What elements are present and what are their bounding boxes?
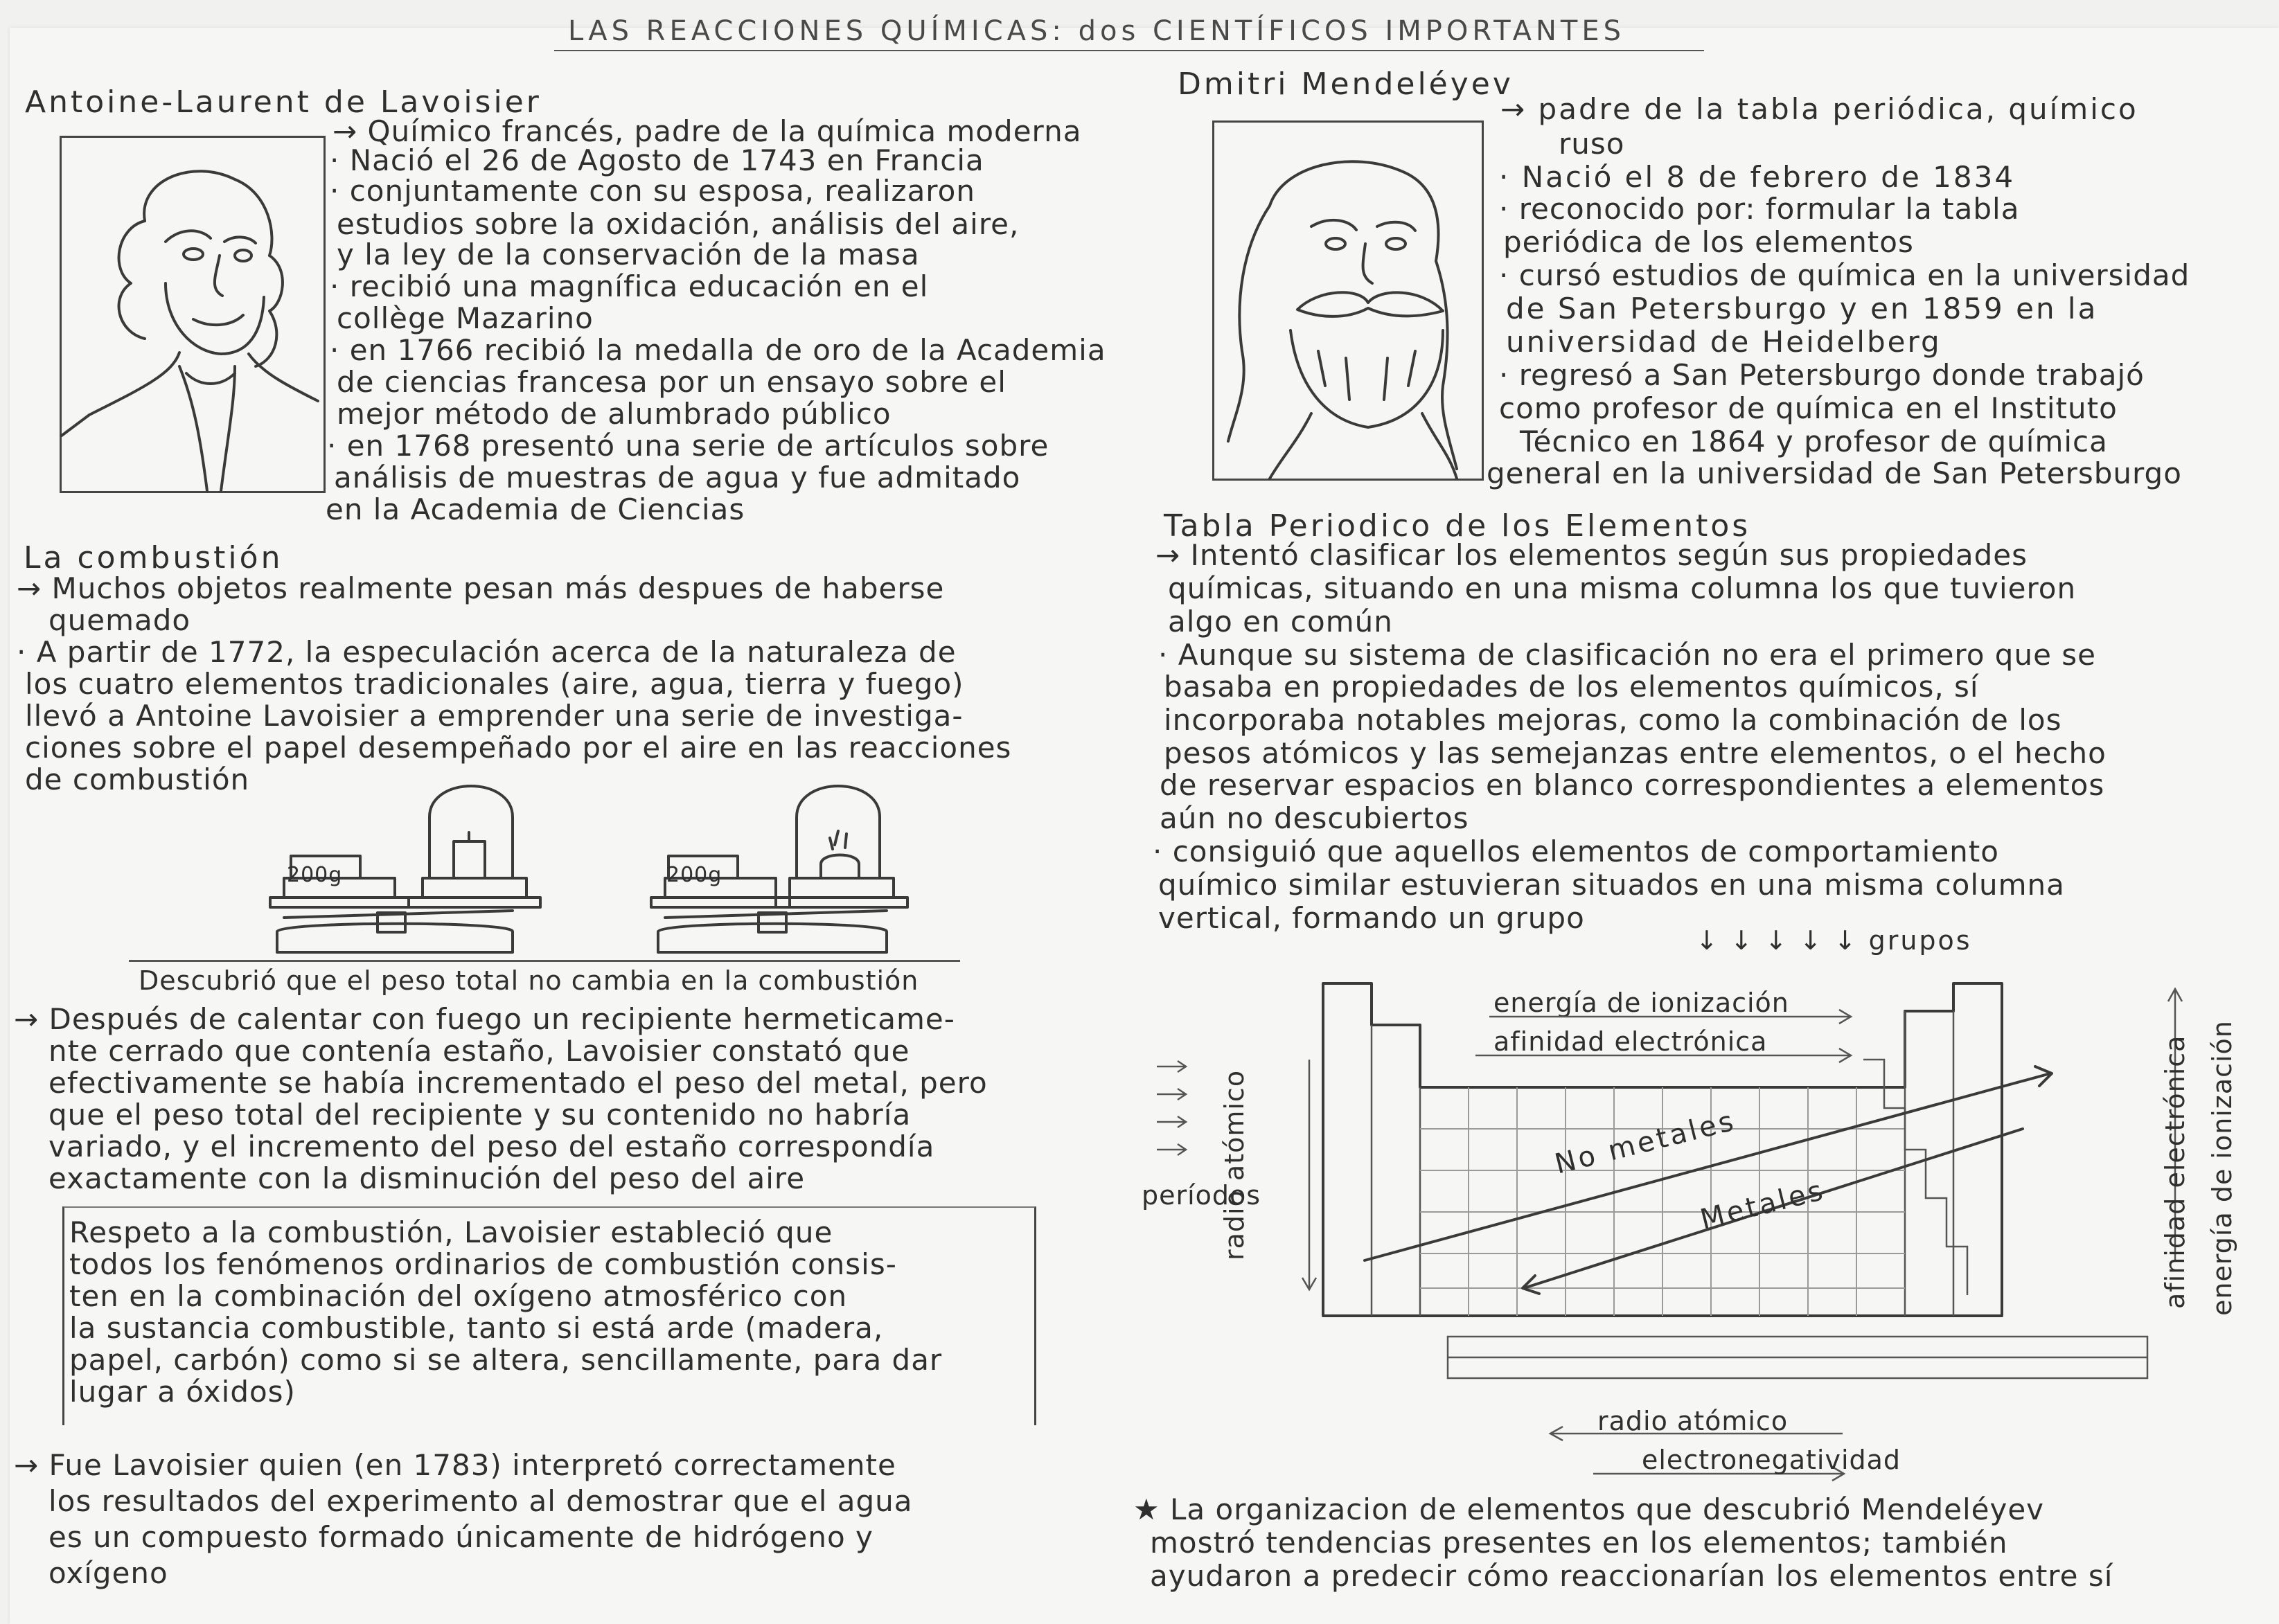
tabla-line-5: incorporaba notables mejoras, como la combinación de los [1164, 703, 2062, 737]
conclusion-line-0: ★ La organizacion de elementos que descubrió Mendeléyev [1133, 1492, 2045, 1526]
title-underline [554, 50, 1704, 51]
tabla-line-10: químico similar estuvieran situados en una misma columna [1158, 868, 2065, 902]
mendeleyev-portrait-frame [1212, 121, 1484, 481]
scale-label-1: 200g [287, 863, 343, 887]
combustion-line-4: llevó a Antoine Lavoisier a emprender una serie de investiga- [25, 699, 964, 733]
mendeleyev-line-1: ruso [1559, 127, 1625, 161]
afinidad-right-label: afinidad electrónica [2160, 1035, 2190, 1309]
lavoisier-line-6: collège Mazarino [337, 301, 594, 335]
energia-right-label: energía de ionización [2207, 1020, 2237, 1316]
combustion-line-1: quemado [48, 603, 191, 637]
lavoisier-line-1: · Nació el 26 de Agosto de 1743 en Francia [330, 143, 984, 177]
lavoisier-line-8: de ciencias francesa por un ensayo sobre el [337, 365, 1007, 399]
periodos-label: períodos [1142, 1180, 1261, 1211]
tabla-line-1: químicas, situando en una misma columna los que tuvieron [1168, 571, 2077, 605]
combustion-line3-2: es un compuesto formado únicamente de hidrógeno y [48, 1520, 874, 1554]
radio-bottom-label: radio atómico [1597, 1406, 1789, 1436]
box-line-1: todos los fenómenos ordinarios de combustión consis- [69, 1247, 897, 1281]
box-line-2: ten en la combinación del oxígeno atmosférico con [69, 1279, 848, 1313]
lavoisier-portrait-icon [62, 138, 323, 491]
mendeleyev-line-11: general en la universidad de San Petersburgo [1487, 456, 2182, 490]
mendeleyev-line-4: periódica de los elementos [1503, 225, 1914, 259]
lavoisier-line-10: · en 1768 presentó una serie de artículos sobre [327, 429, 1049, 463]
tabla-line-2: algo en común [1168, 605, 1393, 639]
mendeleyev-line-8: · regresó a San Petersburgo donde trabajó [1499, 358, 2145, 392]
mendeleyev-portrait-icon [1214, 123, 1482, 479]
tabla-line-6: pesos atómicos y las semejanzas entre elementos, o el hecho [1164, 736, 2107, 770]
tabla-heading: Tabla Periodico de los Elementos [1164, 508, 1751, 544]
box-line-3: la sustancia combustible, tanto si está arde (madera, [69, 1311, 884, 1345]
scales-baseline [129, 960, 960, 962]
lavoisier-line-11: análisis de muestras de agua y fue admitado [334, 461, 1021, 494]
scales-caption: Descubrió que el peso total no cambia en la combustión [139, 965, 919, 996]
lavoisier-line-2: · conjuntamente con su esposa, realizaron [330, 174, 975, 208]
lavoisier-line-9: mejor método de alumbrado público [337, 397, 892, 431]
lavoisier-line-7: · en 1766 recibió la medalla de oro de la Academia [330, 333, 1106, 367]
conclusion-line-2: ayudaron a predecir cómo reaccionarían los elementos entre sí [1150, 1559, 2113, 1593]
lavoisier-line-4: y la ley de la conservación de la masa [337, 238, 920, 271]
lavoisier-line-0: → Químico francés, padre de la química moderna [332, 114, 1082, 148]
mendeleyev-line-0: → padre de la tabla periódica, químico [1500, 92, 2138, 126]
tabla-line-7: de reservar espacios en blanco correspondientes a elementos [1160, 768, 2105, 802]
combustion-line-0: → Muchos objetos realmente pesan más despues de haberse [17, 571, 945, 605]
radio-left-label: radio atómico [1219, 1069, 1250, 1260]
lavoisier-name: Antoine-Laurent de Lavoisier [25, 84, 542, 120]
tabla-line-3: · Aunque su sistema de clasificación no era el primero que se [1158, 638, 2096, 672]
combustion-line3-1: los resultados del experimento al demostrar que el agua [48, 1484, 913, 1518]
combustion-heading: La combustión [24, 540, 283, 575]
combustion-line3-3: oxígeno [48, 1556, 168, 1590]
combustion-line2-2: efectivamente se había incrementado el peso del metal, pero [48, 1066, 988, 1100]
combustion-line2-5: exactamente con la disminución del peso del aire [48, 1161, 806, 1195]
combustion-line2-4: variado, y el incremento del peso del estaño correspondía [48, 1130, 935, 1163]
mendeleyev-line-10: Técnico en 1864 y profesor de química [1520, 425, 2108, 458]
mendeleyev-line-5: · cursó estudios de química en la universidad [1499, 258, 2190, 292]
box-line-4: papel, carbón) como si se altera, sencillamente, para dar [69, 1343, 943, 1377]
balance-scales-drawing [125, 789, 1025, 970]
combustion-line2-1: nte cerrado que contenía estaño, Lavoisier constató que [48, 1034, 910, 1068]
metales-label: Metales [1697, 1174, 1829, 1236]
grupos-label: ↓ ↓ ↓ ↓ ↓ grupos [1696, 925, 1972, 956]
mendeleyev-line-9: como profesor de química en el Instituto [1499, 391, 2118, 425]
afinidad-top-label: afinidad electrónica [1493, 1026, 1768, 1057]
tabla-line-4: basaba en propiedades de los elementos químicos, sí [1164, 670, 1979, 704]
tabla-line-0: → Intentó clasificar los elementos según sus propiedades [1155, 538, 2028, 572]
tabla-line-11: vertical, formando un grupo [1158, 901, 1585, 935]
conclusion-line-1: mostró tendencias presentes en los elementos; también [1150, 1526, 2008, 1560]
mendeleyev-name: Dmitri Mendeléyev [1178, 66, 1514, 102]
lavoisier-line-3: estudios sobre la oxidación, análisis del aire, [337, 207, 1020, 241]
combustion-line-6: de combustión [25, 762, 250, 796]
page-title: LAS REACCIONES QUÍMICAS: dos CIENTÍFICOS IMPORTANTES [568, 15, 1625, 47]
electronegatividad-label: electronegatividad [1642, 1445, 1901, 1475]
mendeleyev-line-7: universidad de Heidelberg [1506, 325, 1942, 359]
no-metales-label: No metales [1552, 1105, 1739, 1181]
combustion-line-3: los cuatro elementos tradicionales (aire, agua, tierra y fuego) [25, 667, 964, 701]
mendeleyev-line-3: · reconocido por: formular la tabla [1499, 192, 2020, 226]
box-line-5: lugar a óxidos) [69, 1375, 296, 1409]
box-line-0: Respeto a la combustión, Lavoisier estableció que [69, 1215, 833, 1249]
combustion-line3-0: → Fue Lavoisier quien (en 1783) interpretó correctamente [14, 1448, 896, 1482]
combustion-line2-0: → Después de calentar con fuego un recipiente hermeticame- [14, 1002, 955, 1036]
combustion-line2-3: que el peso total del recipiente y su contenido no habría [48, 1098, 912, 1132]
energia-top-label: energía de ionización [1493, 988, 1789, 1018]
scale-label-2: 200g [666, 863, 722, 887]
lavoisier-line-5: · recibió una magnífica educación en el [330, 269, 929, 303]
lavoisier-portrait-frame [60, 136, 326, 493]
combustion-line-2: · A partir de 1772, la especulación acerca de la naturaleza de [17, 635, 957, 669]
mendeleyev-line-2: · Nació el 8 de febrero de 1834 [1499, 160, 2016, 194]
mendeleyev-line-6: de San Petersburgo y en 1859 en la [1506, 292, 2098, 325]
combustion-line-5: ciones sobre el papel desempeñado por el aire en las reacciones [25, 731, 1012, 765]
tabla-line-8: aún no descubiertos [1160, 801, 1469, 835]
lavoisier-line-12: en la Academia de Ciencias [326, 492, 745, 526]
tabla-line-9: · consiguió que aquellos elementos de comportamiento [1153, 835, 1999, 868]
